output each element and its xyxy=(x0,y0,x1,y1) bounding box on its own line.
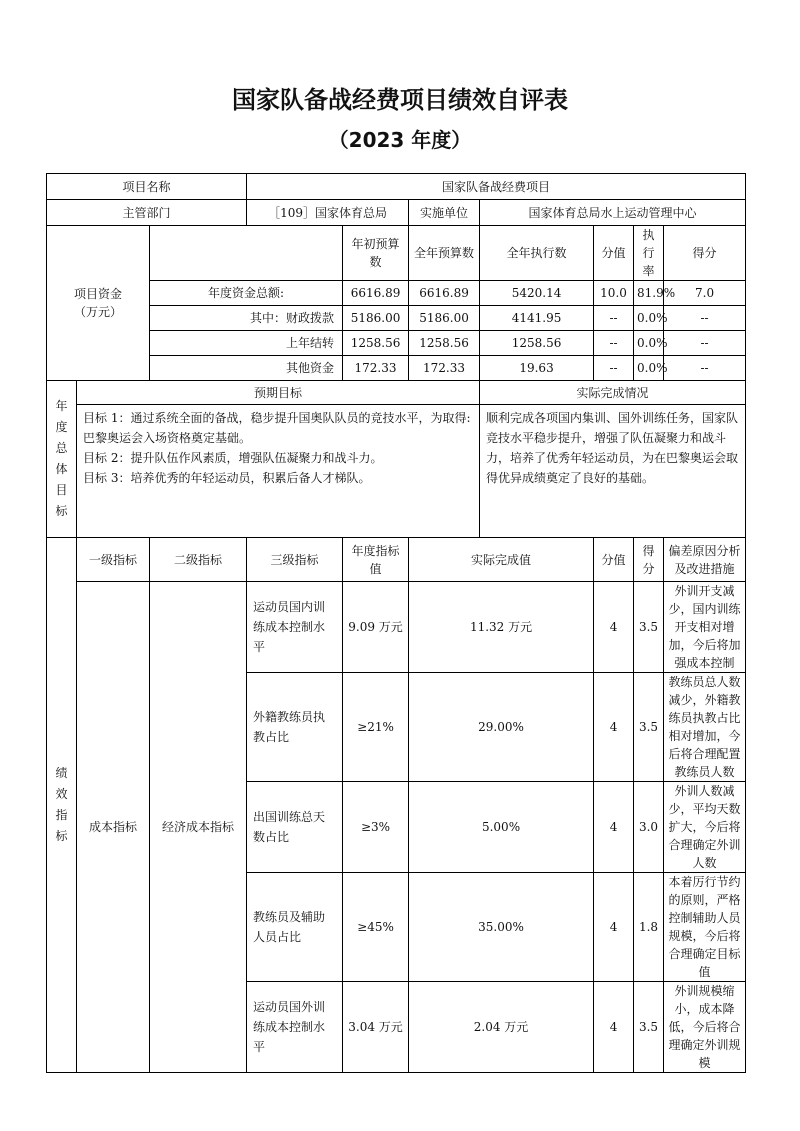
target-value: ≥21% xyxy=(343,673,409,782)
funds-score-value: -- xyxy=(594,306,634,331)
funds-annual: 6616.89 xyxy=(409,281,480,306)
funds-row-label: 其他资金 xyxy=(150,356,343,381)
goal-item: 目标 1：通过系统全面的备战，稳步提升国奥队队员的竞技水平，为取得:巴黎奥运会入场资格奠定基础。 xyxy=(83,411,471,445)
funds-initial: 172.33 xyxy=(343,356,409,381)
header-level3: 三级指标 xyxy=(247,538,343,582)
target-value: ≥3% xyxy=(343,782,409,873)
project-name-label: 项目名称 xyxy=(47,174,247,200)
score: 1.8 xyxy=(634,873,664,982)
funds-score-value: -- xyxy=(594,331,634,356)
funds-score: -- xyxy=(664,306,746,331)
score-value: 4 xyxy=(594,873,634,982)
level1-value: 成本指标 xyxy=(77,582,150,1073)
funds-label-line1: 项目资金 xyxy=(73,287,122,301)
level2-value: 经济成本指标 xyxy=(150,582,247,1073)
indicators-label-char: 标 xyxy=(55,829,68,843)
funds-executed: 5420.14 xyxy=(480,281,594,306)
funds-header-annual: 全年预算数 xyxy=(409,226,480,281)
level3-indicator: 运动员国内训练成本控制水平 xyxy=(247,582,343,673)
target-value: 9.09 万元 xyxy=(343,582,409,673)
score-value: 4 xyxy=(594,782,634,873)
funds-row-label: 其中：财政拨款 xyxy=(150,306,343,331)
indicators-label xyxy=(47,538,77,1073)
actual-value: 35.00% xyxy=(409,873,594,982)
funds-rate: 81.9% xyxy=(634,281,664,306)
project-name-value: 国家队备战经费项目 xyxy=(247,174,746,200)
level3-indicator: 出国训练总天数占比 xyxy=(247,782,343,873)
funds-rate: 0.0% xyxy=(634,331,664,356)
header-level2: 二级指标 xyxy=(150,538,247,582)
goals-label-char: 体 xyxy=(55,462,68,476)
goals-label-char: 标 xyxy=(55,504,68,518)
funds-header-initial: 年初预算数 xyxy=(343,226,409,281)
funds-header-rate: 执行率 xyxy=(634,226,664,281)
actual-value: 5.00% xyxy=(409,782,594,873)
performance-table xyxy=(46,173,746,1073)
funds-score-value: 10.0 xyxy=(594,281,634,306)
funds-initial: 1258.56 xyxy=(343,331,409,356)
score: 3.5 xyxy=(634,673,664,782)
goals-label-char: 目 xyxy=(55,483,68,497)
goals-label xyxy=(47,381,77,538)
deviation-analysis: 外训规模缩小，成本降低，今后将合理确定外训规模 xyxy=(664,982,746,1073)
funds-executed: 1258.56 xyxy=(480,331,594,356)
target-value: ≥45% xyxy=(343,873,409,982)
score-value: 4 xyxy=(594,582,634,673)
page-subtitle-year: （2023 年度） xyxy=(328,128,472,152)
level3-indicator: 运动员国外训练成本控制水平 xyxy=(247,982,343,1073)
score: 3.5 xyxy=(634,582,664,673)
funds-executed: 4141.95 xyxy=(480,306,594,331)
unit-value: 国家体育总局水上运动管理中心 xyxy=(480,200,746,226)
header-analysis: 偏差原因分析及改进措施 xyxy=(664,538,746,582)
dept-label: 主管部门 xyxy=(47,200,247,226)
dept-value: ［109］国家体育总局 xyxy=(247,200,409,226)
expected-goals-header: 预期目标 xyxy=(77,381,480,405)
deviation-analysis: 外训人数减少，平均天数扩大，今后将合理确定外训人数 xyxy=(664,782,746,873)
funds-row-label: 年度资金总额: xyxy=(150,281,343,306)
expected-goals-text xyxy=(77,405,480,538)
goals-label-char: 年 xyxy=(55,399,68,413)
funds-score-value: -- xyxy=(594,356,634,381)
funds-header-blank xyxy=(150,226,343,281)
target-value: 3.04 万元 xyxy=(343,982,409,1073)
actual-value: 29.00% xyxy=(409,673,594,782)
funds-rate: 0.0% xyxy=(634,356,664,381)
funds-header-score: 得分 xyxy=(664,226,746,281)
actual-value: 2.04 万元 xyxy=(409,982,594,1073)
level3-indicator: 外籍教练员执教占比 xyxy=(247,673,343,782)
header-level1: 一级指标 xyxy=(77,538,150,582)
funds-header-executed: 全年执行数 xyxy=(480,226,594,281)
indicators-label-char: 效 xyxy=(55,787,68,801)
score: 3.0 xyxy=(634,782,664,873)
funds-score: -- xyxy=(664,356,746,381)
actual-results-text: 顺利完成各项国内集训、国外训练任务，国家队竞技水平稳步提升，增强了队伍凝聚力和战斗力，培养了优秀年轻运动员，为在巴黎奥运会取得优异成绩奠定了良好的基础。 xyxy=(480,405,746,538)
goals-label-char: 度 xyxy=(55,420,68,434)
header-actual-value: 实际完成值 xyxy=(409,538,594,582)
funds-score: 7.0 xyxy=(664,281,746,306)
score: 3.5 xyxy=(634,982,664,1073)
funds-initial: 5186.00 xyxy=(343,306,409,331)
unit-label: 实施单位 xyxy=(409,200,480,226)
deviation-analysis: 外训开支减少，国内训练开支相对增加，今后将加强成本控制 xyxy=(664,582,746,673)
funds-score: -- xyxy=(664,331,746,356)
deviation-analysis: 本着厉行节约的原则，严格控制辅助人员规模，今后将合理确定目标值 xyxy=(664,873,746,982)
funds-executed: 19.63 xyxy=(480,356,594,381)
funds-label-line2: （万元） xyxy=(73,305,122,319)
actual-results-header: 实际完成情况 xyxy=(480,381,746,405)
goal-item: 目标 3：培养优秀的年轻运动员，积累后备人才梯队。 xyxy=(83,471,371,485)
header-annual-target: 年度指标值 xyxy=(343,538,409,582)
funds-annual: 5186.00 xyxy=(409,306,480,331)
actual-value: 11.32 万元 xyxy=(409,582,594,673)
funds-header-score-value: 分值 xyxy=(594,226,634,281)
deviation-analysis: 教练员总人数减少，外籍教练员执教占比相对增加，今后将合理配置教练员人数 xyxy=(664,673,746,782)
funds-row-label: 上年结转 xyxy=(150,331,343,356)
level3-indicator: 教练员及辅助人员占比 xyxy=(247,873,343,982)
score-value: 4 xyxy=(594,982,634,1073)
indicators-label-char: 指 xyxy=(55,808,68,822)
funds-initial: 6616.89 xyxy=(343,281,409,306)
goal-item: 目标 2：提升队伍作风素质，增强队伍凝聚力和战斗力。 xyxy=(83,451,383,465)
goals-label-char: 总 xyxy=(55,441,68,455)
header-score-value: 分值 xyxy=(594,538,634,582)
indicators-label-char: 绩 xyxy=(55,766,68,780)
funds-annual: 172.33 xyxy=(409,356,480,381)
funds-label xyxy=(47,226,150,381)
page-title: 国家队备战经费项目绩效自评表 xyxy=(232,86,568,114)
score-value: 4 xyxy=(594,673,634,782)
funds-rate: 0.0% xyxy=(634,306,664,331)
funds-annual: 1258.56 xyxy=(409,331,480,356)
header-score: 得分 xyxy=(634,538,664,582)
